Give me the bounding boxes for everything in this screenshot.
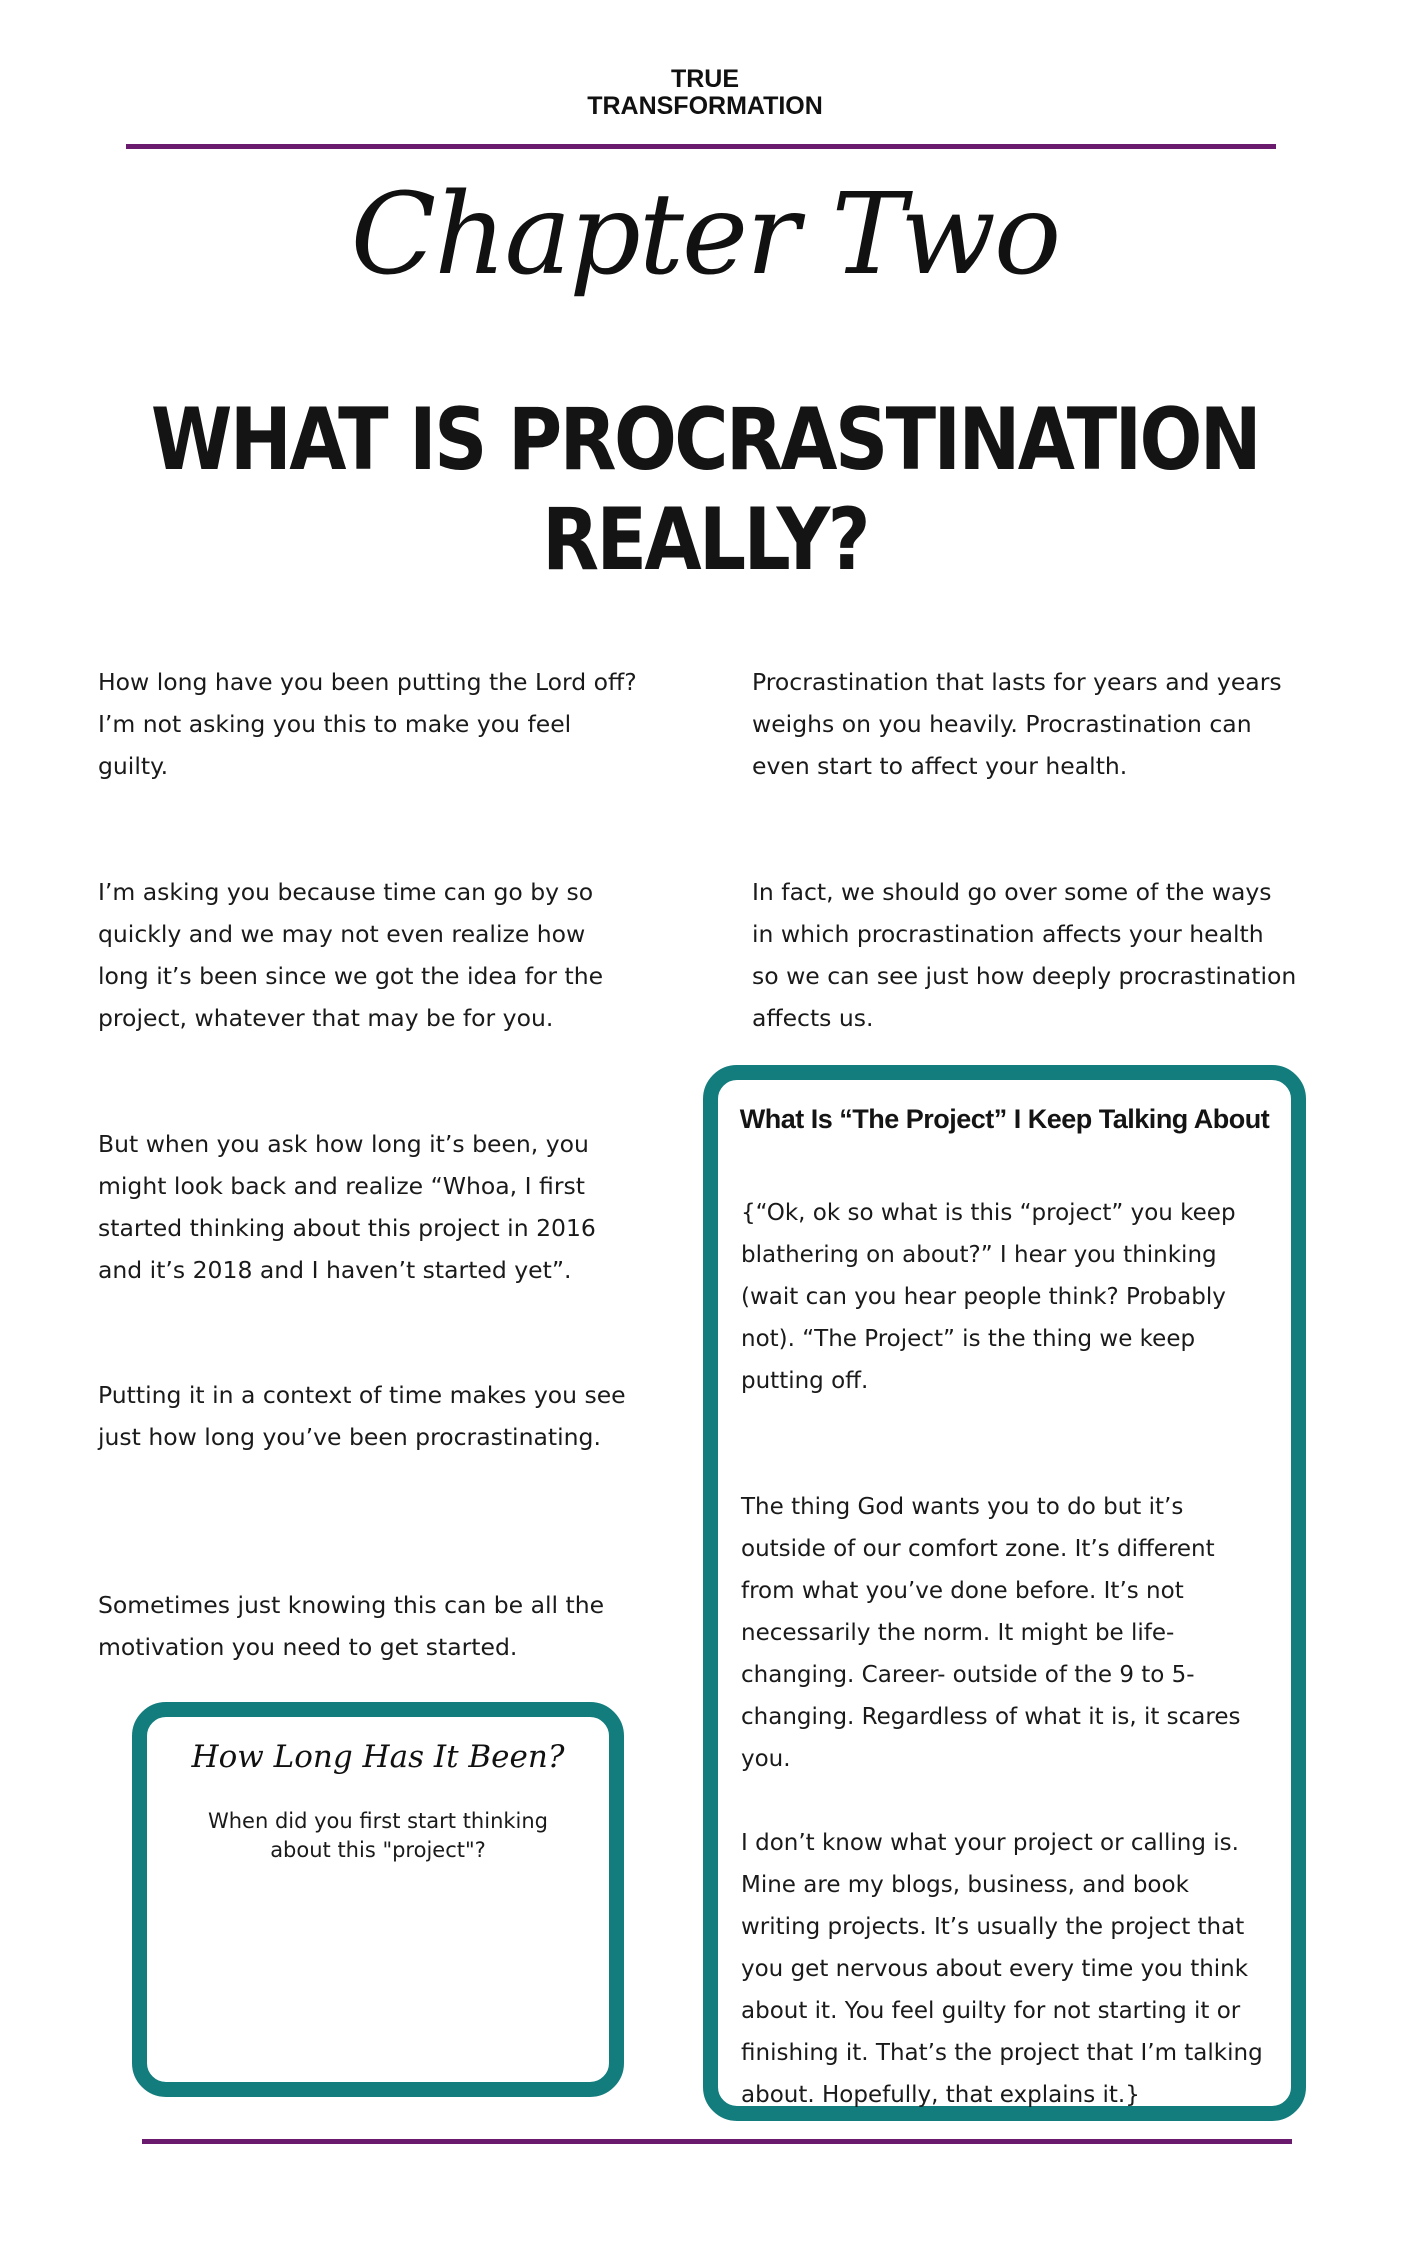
top-divider	[126, 144, 1276, 149]
left-paragraph-1: How long have you been putting the Lord off? I’m not asking you this to make you feel guilty.	[98, 668, 637, 780]
chapter-title: Chapter Two	[350, 170, 1060, 300]
bottom-divider	[142, 2139, 1292, 2144]
brand-header	[0, 66, 1410, 120]
project-box-paragraph-3: I don’t know what your project or calling is. Mine are my blogs, business, and book writing projects. It’s usually the project that you get nervous about every time you think about it. You feel guilty for not starting it or finishing it. That’s the project that I’m talking about. Hopefully, that explains it.}	[741, 1830, 1263, 2108]
brand-line-1: TRUE	[670, 65, 740, 93]
page-headline	[99, 390, 1312, 590]
project-box	[703, 1065, 1306, 2121]
headline-line-2: REALLY?	[542, 490, 868, 590]
project-box-paragraph-2: The thing God wants you to do but it’s outside of our comfort zone. It’s different from what you’ve done before. It’s not necessarily the norm. It might be life-changing. Career- outside of the 9 to 5-changing. Regardless of what it is, it scares you.	[741, 1494, 1241, 1772]
left-paragraph-3: But when you ask how long it’s been, you might look back and realize “Whoa, I first started thinking about this project in 2016 and it’s 2018 and I haven’t started yet”.	[98, 1130, 596, 1284]
left-paragraph-4: Putting it in a context of time makes you see just how long you’ve been procrastinating.	[98, 1381, 626, 1451]
left-paragraph-2: I’m asking you because time can go by so quickly and we may not even realize how long it’s been since we got the idea for the project, whatever that may be for you.	[98, 878, 604, 1032]
right-paragraph-2: In fact, we should go over some of the ways in which procrastination affects your health so we can see just how deeply procrastination affects us.	[752, 878, 1297, 1032]
how-long-box-question: When did you first start thinking about this "project"?	[207, 1809, 549, 1862]
how-long-box-title: How Long Has It Been?	[191, 1739, 565, 1775]
right-paragraph-1: Procrastination that lasts for years and years weighs on you heavily. Procrastination can even start to affect your health.	[752, 668, 1282, 780]
project-box-paragraph-1: {“Ok, ok so what is this “project” you keep blathering on about?” I hear you thinking (wait can you hear people think? Probably not). “The Project” is the thing we keep putting off.	[741, 1200, 1236, 1394]
how-long-box	[132, 1702, 624, 2097]
left-paragraph-5: Sometimes just knowing this can be all the motivation you need to get started.	[98, 1591, 605, 1661]
headline-line-1: WHAT IS PROCRASTINATION	[150, 390, 1260, 490]
brand-line-2: TRANSFORMATION	[587, 92, 823, 120]
project-box-title: What Is “The Project” I Keep Talking About	[739, 1104, 1270, 1134]
